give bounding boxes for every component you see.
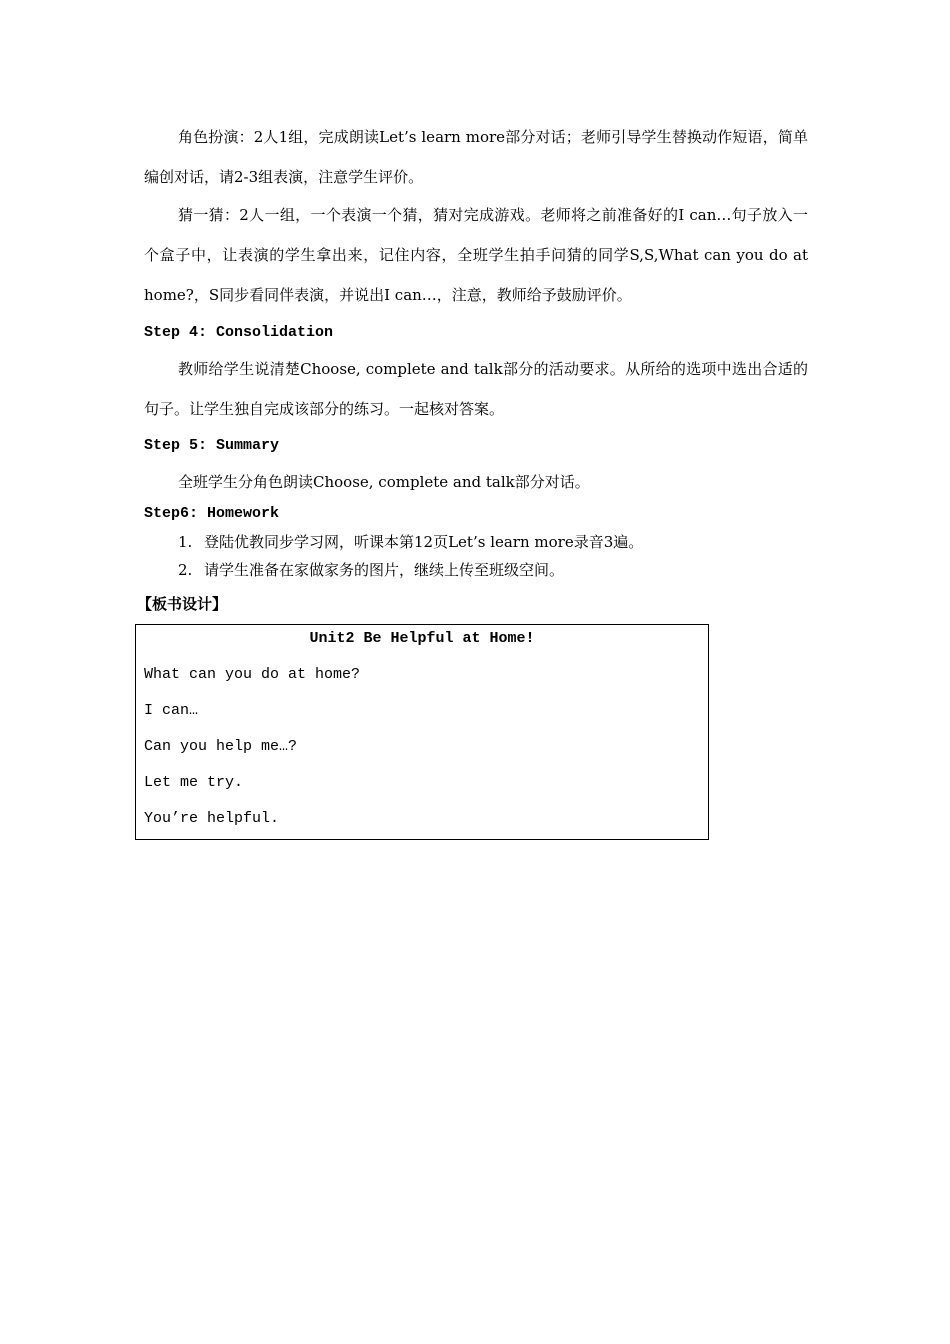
list-text: 请学生准备在家做家务的图片，继续上传至班级空间。 [204,561,565,579]
role-play-paragraph: 角色扮演：2人1组，完成朗读Let’s learn more部分对话；老师引导学生替换动作短语，简单编创对话，请2-3组表演，注意学生评价。 [144,128,808,186]
step4-heading: Step 4: Consolidation [144,324,334,341]
list-number: 2. [178,561,193,579]
homework-item-2 [178,560,564,580]
homework-item-1 [178,532,643,552]
board-design-title: 【板书设计】 [137,595,228,613]
board-design-box [135,624,709,840]
step5-paragraph: 全班学生分角色朗读Choose, complete and talk部分对话。 [178,473,590,491]
list-text: 登陆优教同步学习网，听课本第12页Let’s learn more录音3遍。 [204,533,644,551]
board-line: You’re helpful. [144,810,280,827]
step6-heading: Step6: Homework [144,505,280,522]
step5-heading: Step 5: Summary [144,437,280,454]
guess-paragraph: 猜一猜：2人一组，一个表演一个猜，猜对完成游戏。老师将之前准备好的I can…句子放入一个盒子中，让表演的学生拿出来，记住内容，全班学生拍手问猜的同学S,S,What can you do at home?，S同步看同伴表演，并说出I can…，注意，教师给予鼓励评价。 [144,206,808,304]
board-line: Let me try. [144,774,244,791]
step4-paragraph: 教师给学生说清楚Choose, complete and talk部分的活动要求。从所给的选项中选出合适的句子。让学生独自完成该部分的练习。一起核对答案。 [144,360,808,418]
list-number: 1. [178,533,193,551]
board-line: I can… [144,702,199,719]
board-line: What can you do at home? [144,666,361,683]
board-line: Can you help me…? [144,738,298,755]
board-heading: Unit2 Be Helpful at Home! [309,630,535,647]
